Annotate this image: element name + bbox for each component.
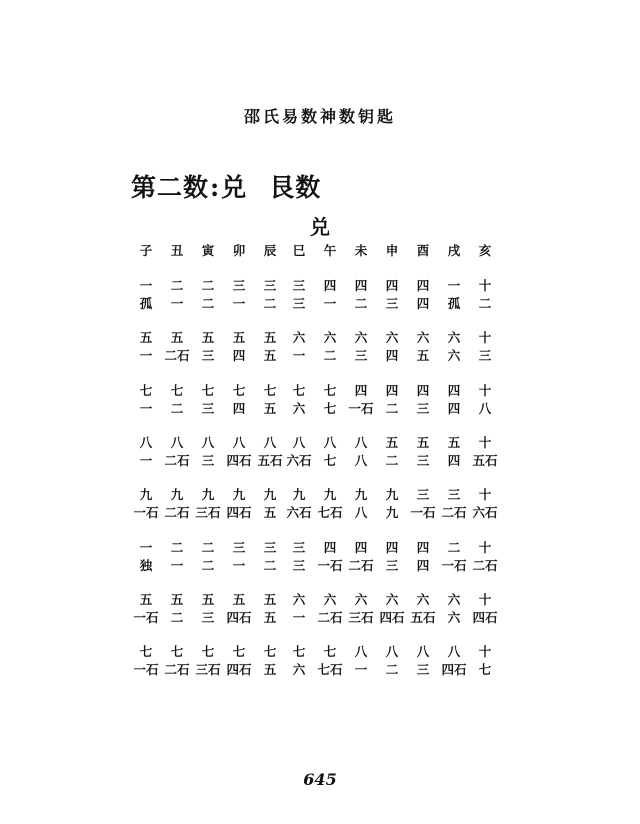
table-cell: 三石 (195, 505, 221, 520)
table-cell: 六 (385, 330, 399, 345)
table-cell: 六 (447, 610, 461, 625)
table-cell: 七 (323, 644, 337, 659)
table-cell: 一 (139, 453, 153, 468)
table-cell: 二 (263, 558, 277, 573)
table-cell: 七 (323, 383, 337, 398)
table-cell: 六 (416, 592, 430, 607)
table-cell: 九 (292, 487, 306, 502)
table-cell: 七 (478, 662, 492, 677)
table-cell: 五石 (410, 610, 436, 625)
table-cell: 八 (354, 505, 368, 520)
table-cell: 十 (478, 278, 492, 293)
table-cell: 九 (323, 487, 337, 502)
table-cell: 五 (232, 330, 246, 345)
table-cell: 四石 (226, 610, 252, 625)
table-cell: 二石 (164, 662, 190, 677)
table-cell: 三 (416, 487, 430, 502)
table-cell: 三 (201, 401, 215, 416)
table-cell: 七 (170, 644, 184, 659)
table-cell: 二石 (164, 348, 190, 363)
table-cell: 四 (385, 383, 399, 398)
table-cell: 七 (201, 383, 215, 398)
table-cell: 四石 (226, 505, 252, 520)
table-cell: 五 (447, 435, 461, 450)
table-cell: 独 (139, 558, 153, 573)
table-cell: 二 (170, 401, 184, 416)
table-cell: 七 (139, 383, 153, 398)
table-cell: 五 (170, 330, 184, 345)
table-cell: 七 (292, 383, 306, 398)
table-cell: 三 (416, 453, 430, 468)
table-cell: 四 (416, 296, 430, 311)
table-cell: 五 (263, 610, 277, 625)
table-cell: 八 (354, 453, 368, 468)
chapter-title-main: 第二数 (131, 173, 210, 202)
table-cell: 二石 (472, 558, 498, 573)
table-cell: 七石 (317, 662, 343, 677)
table-cell: 五 (263, 505, 277, 520)
table-cell: 五 (201, 592, 215, 607)
table-cell: 六石 (286, 505, 312, 520)
table-cell: 七石 (317, 505, 343, 520)
table-cell: 四石 (379, 610, 405, 625)
table-cell: 六 (323, 330, 337, 345)
table-cell: 三 (354, 348, 368, 363)
table-cell: 四 (447, 453, 461, 468)
column-header: 寅 (201, 243, 215, 258)
table-cell: 四石 (226, 662, 252, 677)
column-header: 卯 (232, 243, 246, 258)
table-cell: 十 (478, 592, 492, 607)
table-cell: 二石 (348, 558, 374, 573)
table-cell: 九 (170, 487, 184, 502)
table-cell: 一 (292, 348, 306, 363)
table-cell: 二 (385, 662, 399, 677)
table-cell: 孤 (139, 296, 153, 311)
table-cell: 一 (139, 401, 153, 416)
table-cell: 一 (354, 662, 368, 677)
table-cell: 十 (478, 487, 492, 502)
table-cell: 一石 (348, 401, 374, 416)
table-cell: 七 (232, 383, 246, 398)
table-cell: 四石 (472, 610, 498, 625)
table-cell: 四 (354, 540, 368, 555)
table-cell: 四 (385, 278, 399, 293)
table-cell: 四 (354, 383, 368, 398)
table-cell: 五 (263, 592, 277, 607)
book-title: 邵氏易数神数钥匙 (243, 107, 396, 126)
column-header: 酉 (416, 243, 430, 258)
table-cell: 一石 (133, 662, 159, 677)
table-cell: 二 (447, 540, 461, 555)
table-cell: 四 (416, 278, 430, 293)
chapter-title-a: 兑 (221, 173, 248, 202)
table-cell: 二 (323, 348, 337, 363)
table-cell: 九 (232, 487, 246, 502)
table-cell: 二 (478, 296, 492, 311)
table-cell: 五 (263, 662, 277, 677)
table-cell: 六 (447, 592, 461, 607)
table-cell: 四 (232, 401, 246, 416)
table-cell: 三石 (348, 610, 374, 625)
table-cell: 六石 (472, 505, 498, 520)
table-cell: 七 (323, 453, 337, 468)
table-cell: 一 (170, 296, 184, 311)
table-cell: 五石 (257, 453, 283, 468)
table-cell: 二 (201, 296, 215, 311)
table-cell: 九 (385, 505, 399, 520)
column-header: 子 (139, 243, 153, 258)
table-cell: 二 (263, 296, 277, 311)
column-header: 未 (354, 243, 368, 258)
table-cell: 一 (232, 558, 246, 573)
table-cell: 八 (416, 644, 430, 659)
table-cell: 二石 (317, 610, 343, 625)
table-cell: 一 (292, 610, 306, 625)
table-cell: 八 (478, 401, 492, 416)
table-cell: 五 (201, 330, 215, 345)
table-cell: 七 (263, 644, 277, 659)
table-cell: 二 (385, 453, 399, 468)
column-header: 巳 (292, 243, 306, 258)
table-cell: 三石 (195, 662, 221, 677)
table-cell: 一 (139, 278, 153, 293)
table-cell: 三 (292, 278, 306, 293)
table-cell: 三 (232, 540, 246, 555)
table-cell: 四石 (226, 453, 252, 468)
table-cell: 七 (232, 644, 246, 659)
chapter-title (131, 168, 321, 204)
table-cell: 八 (139, 435, 153, 450)
table-cell: 八 (263, 435, 277, 450)
table-cell: 十 (478, 435, 492, 450)
table-cell: 六 (447, 348, 461, 363)
table-cell: 二 (201, 558, 215, 573)
table-cell: 九 (201, 487, 215, 502)
table-cell: 五 (170, 592, 184, 607)
table-cell: 四 (232, 348, 246, 363)
table-cell: 二 (170, 610, 184, 625)
table-cell: 三 (385, 558, 399, 573)
table-cell: 八 (354, 644, 368, 659)
table-cell: 三 (201, 453, 215, 468)
table-cell: 九 (263, 487, 277, 502)
table-cell: 六石 (286, 453, 312, 468)
table-cell: 一石 (133, 505, 159, 520)
table-cell: 九 (139, 487, 153, 502)
chapter-title-separator: : (210, 173, 221, 202)
table-cell: 二石 (164, 453, 190, 468)
table-cell: 六 (292, 592, 306, 607)
table-cell: 三 (292, 558, 306, 573)
table-cell: 三 (201, 348, 215, 363)
column-header: 申 (385, 243, 399, 258)
table-cell: 五 (263, 348, 277, 363)
table-cell: 四 (447, 401, 461, 416)
table-cell: 六 (447, 330, 461, 345)
table-cell: 一 (232, 296, 246, 311)
table-cell: 四石 (441, 662, 467, 677)
table-cell: 五 (139, 330, 153, 345)
table-cell: 三 (478, 348, 492, 363)
table-cell: 七 (323, 401, 337, 416)
table-cell: 四 (354, 278, 368, 293)
column-header: 戌 (447, 243, 461, 258)
table-cell: 五 (263, 330, 277, 345)
table-cell: 十 (478, 644, 492, 659)
table-cell: 六 (354, 592, 368, 607)
table-cell: 五 (416, 435, 430, 450)
table-cell: 六 (292, 662, 306, 677)
table-cell: 三 (292, 540, 306, 555)
table-cell: 三 (416, 662, 430, 677)
table-cell: 六 (292, 401, 306, 416)
table-cell: 一 (170, 558, 184, 573)
table-cell: 一 (139, 540, 153, 555)
table-cell: 六 (385, 592, 399, 607)
table-cell: 四 (323, 540, 337, 555)
section-title: 兑 (310, 215, 330, 239)
table-cell: 六 (292, 330, 306, 345)
table-cell: 二石 (441, 505, 467, 520)
table-cell: 五 (385, 435, 399, 450)
table-cell: 二 (170, 540, 184, 555)
table-cell: 四 (416, 383, 430, 398)
table-cell: 一 (447, 278, 461, 293)
table-cell: 四 (416, 558, 430, 573)
table-cell: 三 (232, 278, 246, 293)
table-cell: 三 (201, 610, 215, 625)
table-cell: 八 (292, 435, 306, 450)
table-cell: 四 (323, 278, 337, 293)
table-cell: 八 (201, 435, 215, 450)
table-cell: 孤 (447, 296, 461, 311)
table-cell: 六 (416, 330, 430, 345)
table-cell: 一石 (317, 558, 343, 573)
table-cell: 四 (385, 348, 399, 363)
table-cell: 九 (385, 487, 399, 502)
table-cell: 七 (201, 644, 215, 659)
table-cell: 十 (478, 330, 492, 345)
table-cell: 七 (139, 644, 153, 659)
column-header: 辰 (263, 243, 277, 258)
table-cell: 一 (139, 348, 153, 363)
table-cell: 三 (263, 278, 277, 293)
table-cell: 七 (292, 644, 306, 659)
table-cell: 三 (292, 296, 306, 311)
table-cell: 十 (478, 540, 492, 555)
table-cell: 六 (354, 330, 368, 345)
column-header: 亥 (478, 243, 492, 258)
table-cell: 五 (416, 348, 430, 363)
table-cell: 九 (354, 487, 368, 502)
chapter-title-b: 艮数 (269, 173, 322, 202)
table-cell: 八 (232, 435, 246, 450)
table-cell: 二 (385, 401, 399, 416)
table-cell: 一石 (133, 610, 159, 625)
table-cell: 四 (447, 383, 461, 398)
column-header: 丑 (170, 243, 184, 258)
table-cell: 八 (354, 435, 368, 450)
table-cell: 十 (478, 383, 492, 398)
table-cell: 五 (263, 401, 277, 416)
table-cell: 五石 (472, 453, 498, 468)
table-cell: 八 (385, 644, 399, 659)
page-number: 645 (303, 770, 337, 789)
table-cell: 七 (170, 383, 184, 398)
table-cell: 三 (416, 401, 430, 416)
table-cell: 八 (323, 435, 337, 450)
table-cell: 七 (263, 383, 277, 398)
table-cell: 二 (201, 540, 215, 555)
table-cell: 八 (170, 435, 184, 450)
table-cell: 五 (232, 592, 246, 607)
table-cell: 四 (385, 540, 399, 555)
table-cell: 三 (447, 487, 461, 502)
table-cell: 一石 (410, 505, 436, 520)
table-cell: 一 (323, 296, 337, 311)
table-cell: 二 (201, 278, 215, 293)
table-cell: 二 (354, 296, 368, 311)
table-cell: 三 (263, 540, 277, 555)
table-cell: 五 (139, 592, 153, 607)
table-cell: 二石 (164, 505, 190, 520)
table-cell: 三 (385, 296, 399, 311)
table-cell: 四 (416, 540, 430, 555)
table-cell: 六 (323, 592, 337, 607)
table-cell: 二 (170, 278, 184, 293)
table-cell: 八 (447, 644, 461, 659)
table-cell: 一石 (441, 558, 467, 573)
column-header: 午 (323, 243, 337, 258)
